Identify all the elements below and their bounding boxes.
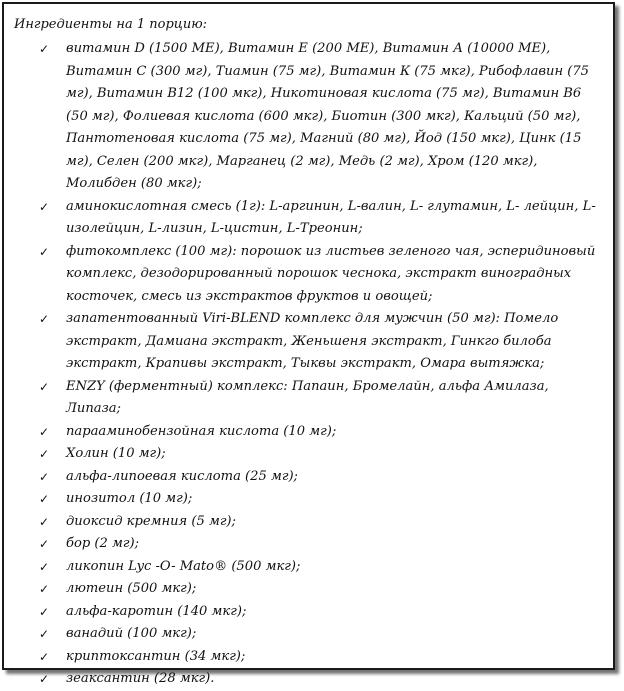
ingredient-text: запатентованный Viri-BLEND комплекс для мужчин (50 мг): Помело экстракт, Дамиана экстракт, Женьшеня экстракт, Гинкго билоба экстракт, Крапивы экстракт, Тыквы экстракт, Омара вытяжка;	[66, 311, 559, 371]
ingredient-text: ENZY (ферментный) комплекс: Папаин, Бромелайн, альфа Амилаза, Липаза;	[66, 378, 549, 416]
ingredient-list	[14, 38, 601, 691]
check-icon: ✓	[38, 447, 50, 461]
check-icon: ✓	[38, 379, 50, 394]
ingredient-text: Холин (10 мг);	[66, 446, 166, 461]
check-icon: ✓	[38, 627, 50, 641]
ingredient-item	[14, 241, 601, 309]
check-icon: ✓	[38, 312, 50, 326]
ingredient-item	[14, 38, 601, 196]
ingredient-item	[14, 578, 601, 601]
check-icon: ✓	[38, 199, 50, 214]
ingredient-item	[14, 376, 601, 421]
ingredient-text: лютеин (500 мкг);	[66, 581, 197, 596]
check-icon: ✓	[38, 469, 50, 484]
check-icon: ✓	[38, 604, 50, 619]
check-icon: ✓	[38, 42, 50, 56]
ingredients-heading: Ингредиенты на 1 порцию:	[14, 17, 208, 32]
ingredient-item	[14, 308, 601, 376]
check-icon: ✓	[38, 582, 50, 596]
ingredient-item	[14, 511, 601, 534]
ingredient-text: криптоксантин (34 мкг);	[66, 648, 246, 664]
check-icon: ✓	[38, 514, 50, 529]
ingredient-text: витамин D (1500 МЕ), Витамин Е (200 МЕ), Витамин А (10000 МЕ), Витамин С (300 мг), Тиамин (75 мг), Витамин К (75 мкг), Рибофлавин (75 мг), Витамин В12 (100 мкг), Никотиновая кислота (75 мг), Витамин В6 (50 мг), Фолиевая кислота (600 мкг), Биотин (300 мкг), Кальций (50 мг), Пантотеновая кислота (75 мг), Магний (80 мг), Йод (150 мкг), Цинк (15 мг), Селен (200 мкг), Марганец (2 мг), Медь (2 мг), Хром (120 мкг), Молибден (80 мкг);	[66, 41, 590, 191]
check-icon: ✓	[38, 649, 50, 664]
ingredient-item	[14, 623, 601, 646]
check-icon: ✓	[38, 244, 50, 259]
ingredient-item	[14, 443, 601, 466]
ingredients-frame	[2, 2, 615, 686]
ingredient-item	[14, 488, 601, 511]
check-icon: ✓	[38, 672, 50, 686]
ingredient-text: инозитол (10 мг);	[66, 491, 193, 506]
ingredient-text: бор (2 мг);	[66, 536, 140, 551]
ingredient-text: фитокомплекс (100 мг): порошок из листьев зеленого чая, эсперидиновый комплекс, дезодорированный порошок чеснока, экстракт виноградных косточек, смесь из экстрактов фруктов и овощей;	[66, 243, 596, 304]
ingredient-text: ванадий (100 мкг);	[66, 626, 197, 641]
ingredient-item	[14, 668, 601, 691]
ingredient-text: диоксид кремния (5 мг);	[66, 513, 236, 529]
check-icon: ✓	[38, 559, 50, 574]
check-icon: ✓	[38, 492, 50, 506]
ingredient-item	[14, 601, 601, 624]
ingredient-text: ликопин Lyc -O- Mato® (500 мкг);	[66, 558, 301, 574]
ingredient-item	[14, 533, 601, 556]
ingredient-text: парааминобензойная кислота (10 мг);	[66, 423, 337, 439]
ingredient-item	[14, 556, 601, 579]
ingredient-item	[14, 196, 601, 241]
ingredient-item	[14, 466, 601, 489]
ingredient-item	[14, 646, 601, 669]
check-icon: ✓	[38, 424, 50, 439]
ingredient-item	[14, 421, 601, 444]
ingredient-text: альфа-липоевая кислота (25 мг);	[66, 468, 298, 484]
ingredient-text: зеаксантин (28 мкг).	[66, 671, 215, 686]
ingredient-text: аминокислотная смесь (1г): L-аргинин, L-валин, L- глутамин, L- лейцин, L-изолейцин, L-лизин, L-цистин, L-Треонин;	[66, 198, 596, 236]
ingredient-text: альфа-каротин (140 мкг);	[66, 603, 247, 619]
check-icon: ✓	[38, 537, 50, 551]
